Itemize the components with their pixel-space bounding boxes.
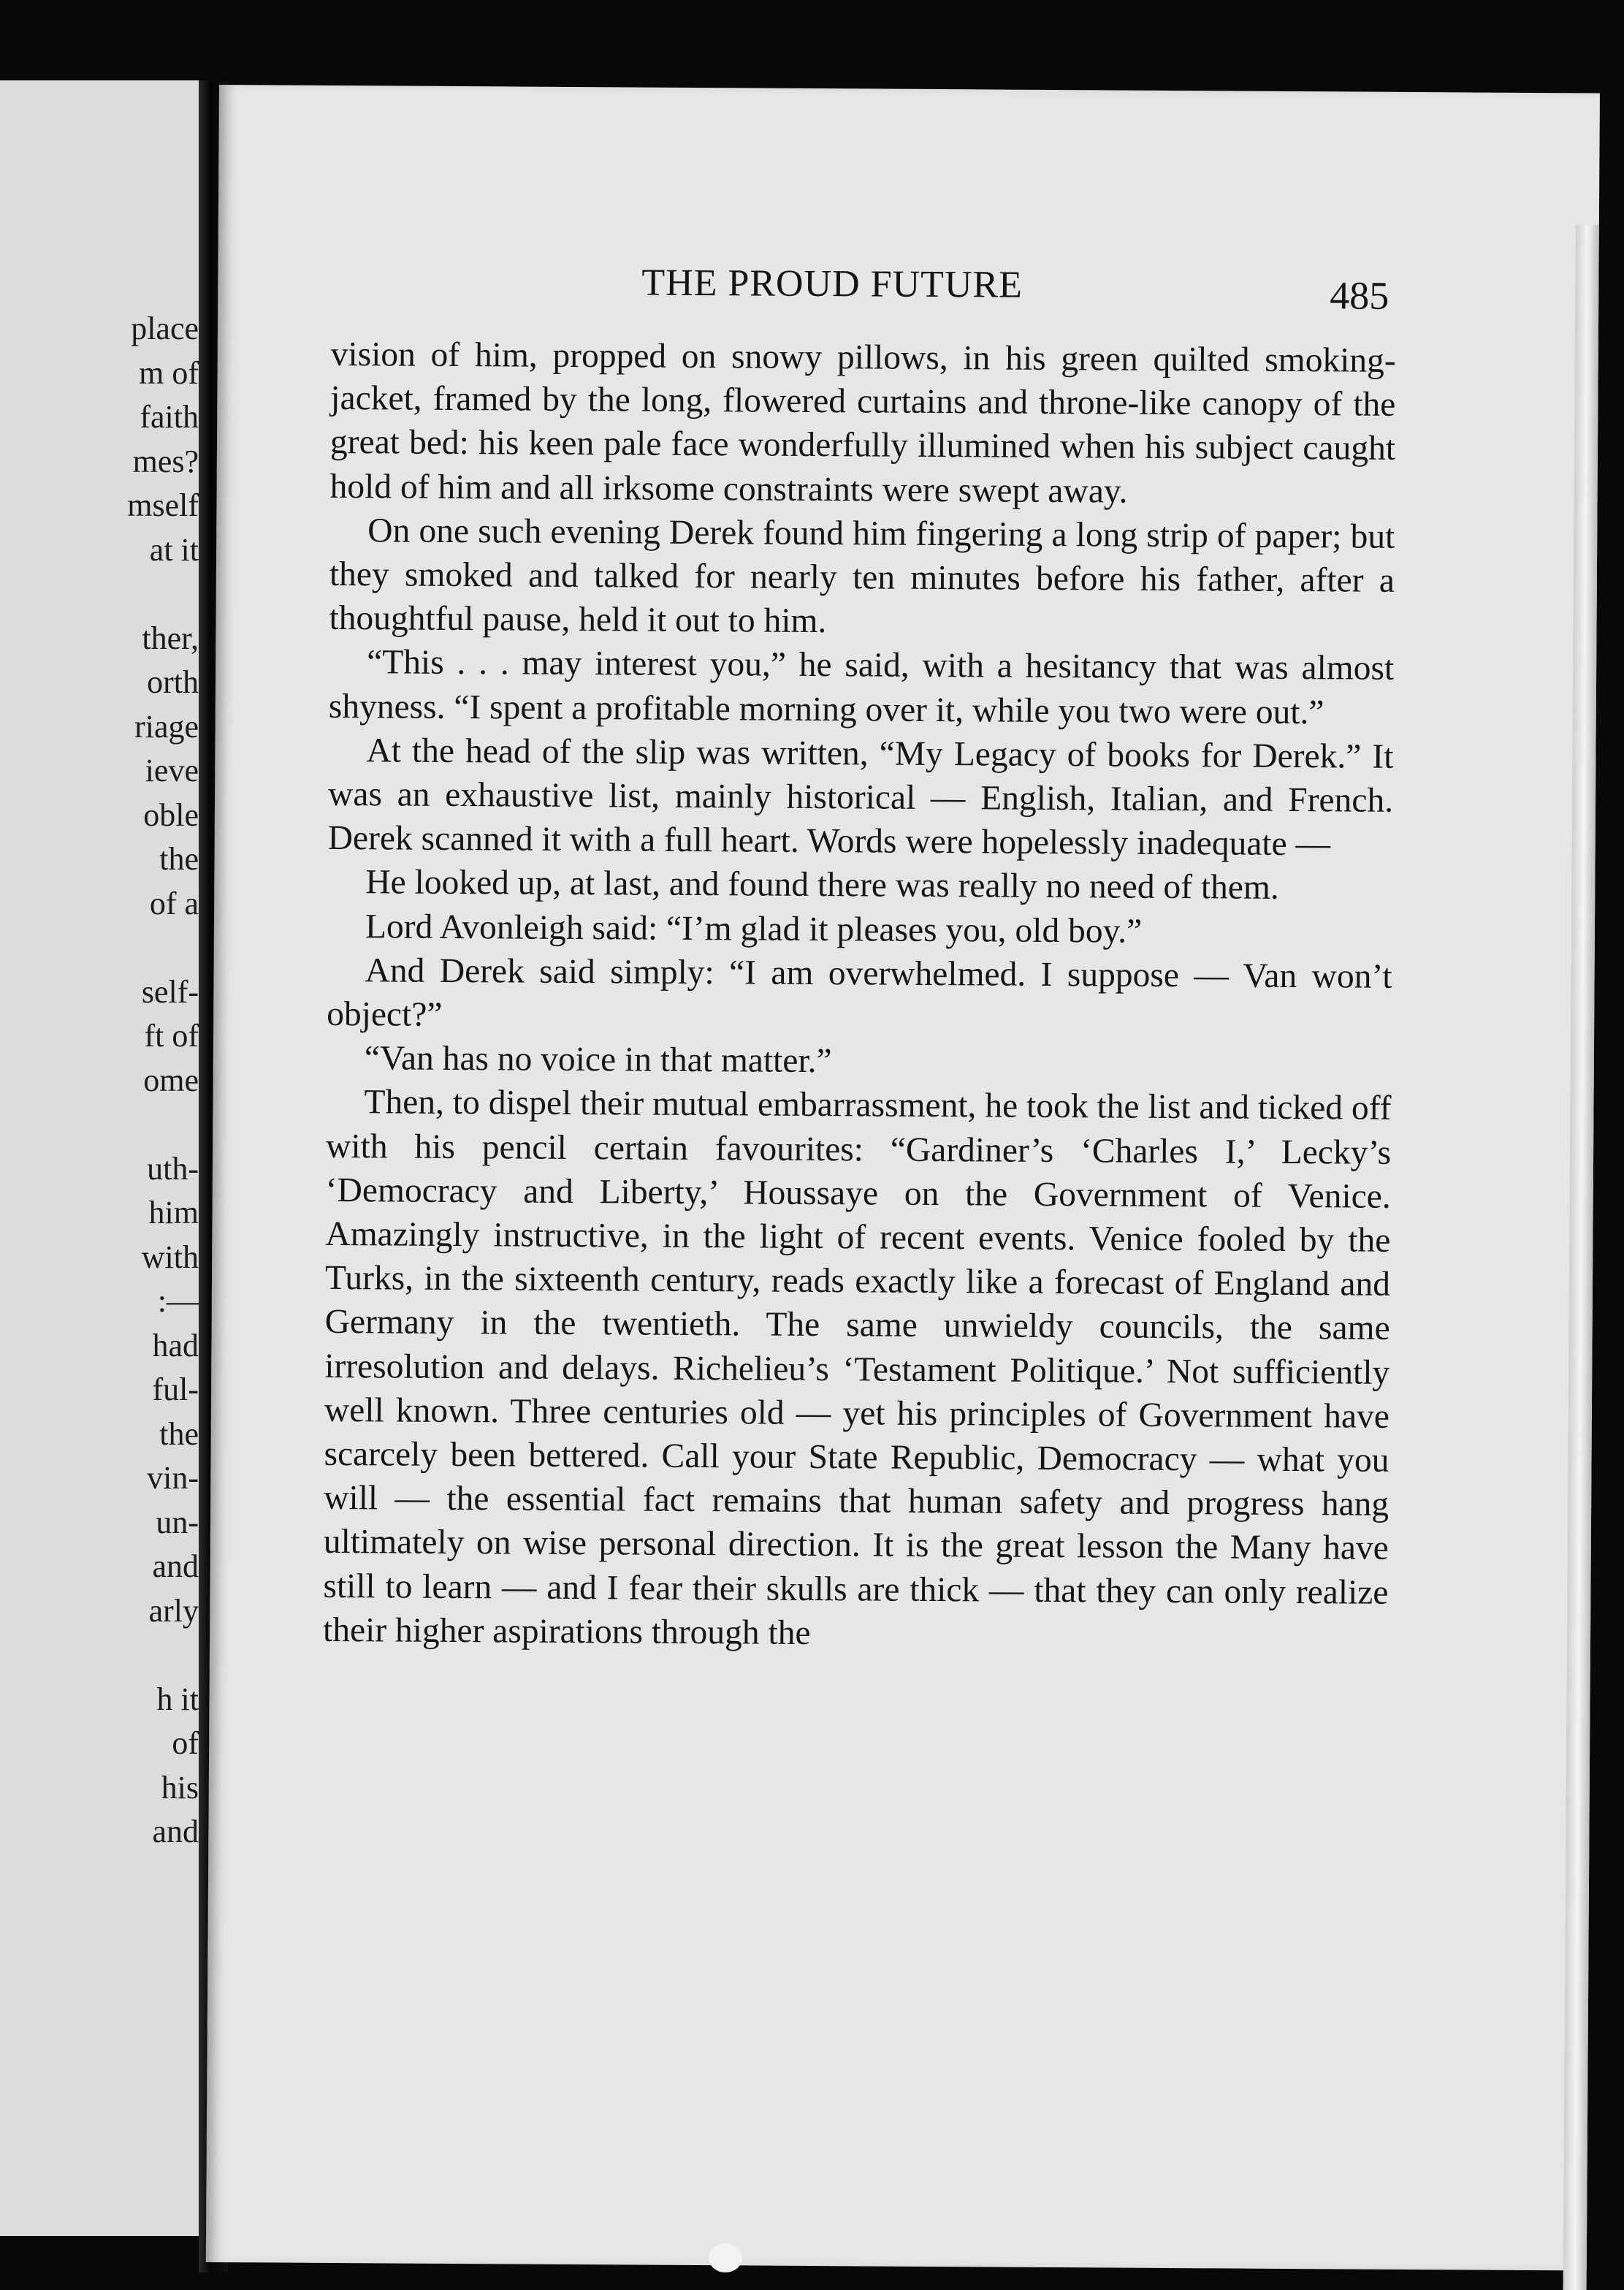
paragraph: Then, to dispel their mutual embarrassment, he took the list and ticked off with his pencil certain favourites: “Gardiner’s ‘Charles I,’ Lecky’s ‘Democracy and Liberty,’ Houssaye on the Government of Venice. Amazingly instructive, in the light of recent events. Venice fooled by the Turks, in the sixteenth century, reads exactly like a forecast of England and Germany in the twentieth. The same unwieldy councils, the same irresolution and delays. Richelieu’s ‘Testament Politique.’ Not sufficiently well known. Three centuries old — yet his principles of Government have scarcely been bettered. Call your State Republic, Democracy — what you will — the essential fact remains that human safety and progress hang ultimately on wise personal direction. It is the great lesson the Many have still to learn — and I fear their skulls are thick — that they can only realize their higher aspirations through the	[322, 1083, 1392, 1652]
scan-speck	[709, 2243, 742, 2272]
previous-page-fragment: and	[152, 1814, 199, 1849]
previous-page-fragment: uth-	[147, 1150, 199, 1187]
previous-page-fragment: with	[141, 1239, 199, 1275]
previous-page-fragment: had	[152, 1327, 199, 1363]
paragraph: He looked up, at last, and found there was really no need of them.	[365, 863, 1279, 908]
previous-page-fragment: self-	[141, 973, 199, 1010]
body-text	[323, 332, 1396, 1659]
previous-page-fragment: ful-	[152, 1372, 199, 1407]
previous-page-fragment: the	[159, 1415, 199, 1452]
paragraph: And Derek said simply: “I am overwhelmed. I suppose — Van won’t object?”	[327, 951, 1392, 1034]
previous-page-fragment	[0, 1103, 199, 1147]
book-page	[206, 85, 1600, 2270]
previous-page-text-fragments	[0, 307, 199, 1855]
paragraph: vision of him, propped on snowy pillows, in his green quilted smoking-jacket, framed by the long, flowered curtains and throne-like canopy of the great bed: his keen pale face wonderfully illumined when his subject caught hold of him and all irksome constraints were swept away.	[329, 335, 1396, 511]
previous-page-fragment: of a	[149, 885, 199, 921]
previous-page-fragment: at it	[149, 531, 199, 568]
previous-page-fragment: faith	[140, 399, 199, 435]
previous-page-fragment: place	[131, 311, 199, 346]
previous-page	[0, 80, 199, 2236]
previous-page-fragment: vin-	[147, 1460, 199, 1496]
page-number: 485	[1330, 273, 1389, 318]
previous-page-fragment: m of	[139, 354, 199, 391]
previous-page-fragment: and	[152, 1548, 199, 1584]
paragraph: “Van has no voice in that matter.”	[364, 1039, 832, 1081]
previous-page-fragment: ther,	[142, 620, 199, 656]
previous-page-fragment: his	[161, 1769, 199, 1806]
previous-page-fragment: ome	[143, 1062, 199, 1098]
previous-page-fragment: ft of	[144, 1018, 199, 1054]
previous-page-fragment	[0, 1633, 199, 1678]
paragraph: “This . . . may interest you,” he said, with a hesitancy that was almost shyness. “I spent a profitable morning over it, while you two were out.”	[328, 643, 1395, 731]
previous-page-fragment: h it	[156, 1681, 199, 1717]
previous-page-fragment: ieve	[145, 753, 199, 788]
running-head: THE PROUD FUTURE	[641, 262, 1023, 306]
previous-page-fragment: oble	[143, 796, 199, 833]
previous-page-fragment: him	[148, 1195, 199, 1230]
previous-page-fragment: mes?	[132, 443, 199, 479]
previous-page-fragment	[0, 926, 199, 970]
paragraph: On one such evening Derek found him fingering a long strip of paper; but they smoked and talked for nearly ten minutes before his father, after a thoughtful pause, held it out to him.	[329, 511, 1395, 641]
previous-page-fragment	[0, 572, 199, 617]
paragraph: At the head of the slip was written, “My Legacy of books for Derek.” It was an exhaustive list, mainly historical — English, Italian, and French. Derek scanned it with a full heart. Words were hopelessly inadequate —	[327, 731, 1394, 864]
previous-page-fragment: un-	[156, 1504, 199, 1540]
previous-page-fragment: :—	[157, 1283, 199, 1319]
previous-page-fragment: the	[159, 841, 199, 877]
previous-page-fragment: arly	[148, 1592, 199, 1629]
previous-page-fragment: of	[172, 1725, 199, 1761]
previous-page-fragment: riage	[134, 708, 199, 745]
previous-page-fragment: orth	[147, 664, 199, 700]
previous-page-fragment: mself	[127, 487, 199, 523]
paragraph: Lord Avonleigh said: “I’m glad it pleases you, old boy.”	[365, 907, 1143, 951]
